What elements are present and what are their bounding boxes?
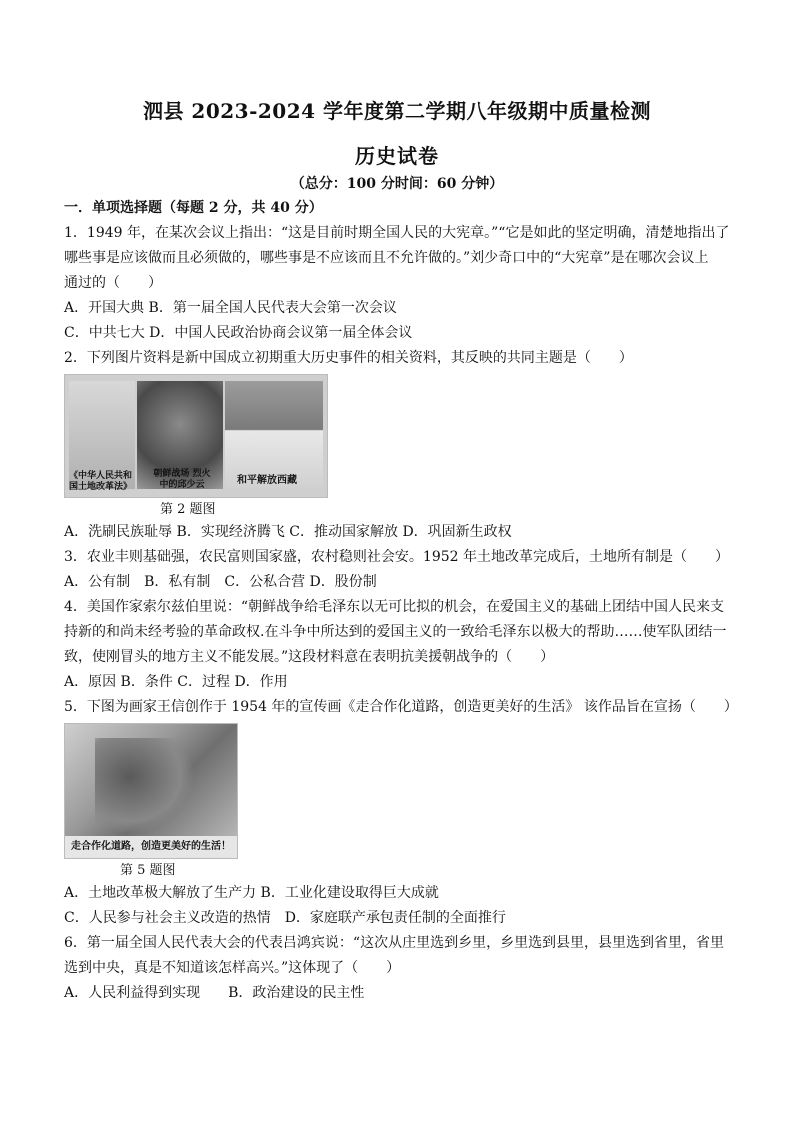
caption-qiu-shaoyun: 朝鲜战场 烈火中的邱少云 — [153, 469, 211, 490]
question-2-stem: 2．下列图片资料是新中国成立初期重大历史事件的相关资料，其反映的共同主题是（ ） — [64, 350, 633, 366]
question-6-line-1: 6．第一届全国人民代表大会的代表吕鸿宾说：“这次从庄里选到乡里，乡里选到县里，县里选到省里，省里 — [64, 935, 725, 951]
section-heading: 一．单项选择题（每题 2 分，共 40 分） — [64, 200, 323, 216]
question-1 — [64, 221, 744, 346]
question-5-options-1: A．土地改革极大解放了生产力 B．工业化建设取得巨大成就 — [64, 885, 439, 901]
poster-caption: 走合作化道路，创造更美好的生活！ — [65, 836, 237, 858]
score-time-info: （总分：100 分时间：60 分钟） — [290, 176, 504, 192]
question-2-options: A．洗刷民族耻辱 B．实现经济腾飞 C．推动国家解放 D．巩固新生政权 — [64, 524, 512, 540]
question-1-options-2: C．中共七大 D．中国人民政治协商会议第一届全体会议 — [64, 325, 413, 341]
exam-title: 泗县 2023-2024 学年度第二学期八年级期中质量检测 — [142, 99, 652, 123]
exam-content — [64, 196, 744, 1006]
question-5-poster — [64, 723, 238, 859]
caption-tibet: 和平解放西藏 — [237, 475, 297, 486]
question-6-line-2: 选到中央，真是不知道该怎样高兴。”这体现了（ ） — [64, 960, 401, 976]
exam-subject: 历史试卷 — [355, 144, 439, 168]
question-1-line-3: 通过的（ ） — [64, 275, 162, 291]
question-6 — [64, 931, 744, 1006]
poster-figures — [95, 738, 195, 834]
question-5-options-2: C．人民参与社会主义改造的热情 D．家庭联产承包责任制的全面推行 — [64, 910, 506, 926]
question-2-figure-label: 第 2 题图 — [160, 502, 216, 517]
question-4 — [64, 595, 744, 695]
question-1-options-1: A．开国大典 B．第一届全国人民代表大会第一次会议 — [64, 300, 397, 316]
question-4-line-3: 致，使刚冒头的地方主义不能发展。”这段材料意在表明抗美援朝战争的（ ） — [64, 649, 555, 665]
question-2-image — [64, 374, 328, 498]
question-5-figure-label: 第 5 题图 — [120, 863, 176, 878]
question-4-line-2: 持新的和尚未经考验的革命政权.在斗争中所达到的爱国主义的一致给毛泽东以极大的帮助……使军队团结一 — [64, 624, 727, 640]
question-3 — [64, 545, 744, 595]
caption-land-reform: 《中华人民共和国土地改革法》 — [69, 471, 133, 492]
question-5-stem: 5．下图为画家王信创作于 1954 年的宣传画《走合作化道路，创造更美好的生活》 该作品旨在宣扬（ ） — [64, 699, 738, 715]
question-5 — [64, 695, 744, 931]
question-3-options: A．公有制 B．私有制 C．公私合营 D．股份制 — [64, 574, 377, 590]
question-3-stem: 3．农业丰则基础强，农民富则国家盛，农村稳则社会安。1952 年土地改革完成后，土地所有制是（ ） — [64, 549, 729, 565]
question-4-options: A．原因 B．条件 C．过程 D．作用 — [64, 674, 288, 690]
question-4-line-1: 4．美国作家索尔兹伯里说：“朝鲜战争给毛泽东以无可比拟的机会，在爱国主义的基础上团结中国人民来支 — [64, 599, 725, 615]
question-1-line-2: 哪些事是应该做而且必须做的，哪些事是不应该而且不允许做的。”刘少奇口中的“大宪章”是在哪次会议上 — [64, 250, 709, 266]
question-6-options: A．人民利益得到实现 B．政治建设的民主性 — [64, 985, 365, 1001]
question-2 — [64, 346, 744, 545]
tibet-liberation-photo — [225, 381, 323, 489]
question-1-line-1: 1．1949 年，在某次会议上指出：“这是目前时期全国人民的大宪章。”“它是如此的坚定明确，清楚地指出了 — [64, 225, 730, 241]
